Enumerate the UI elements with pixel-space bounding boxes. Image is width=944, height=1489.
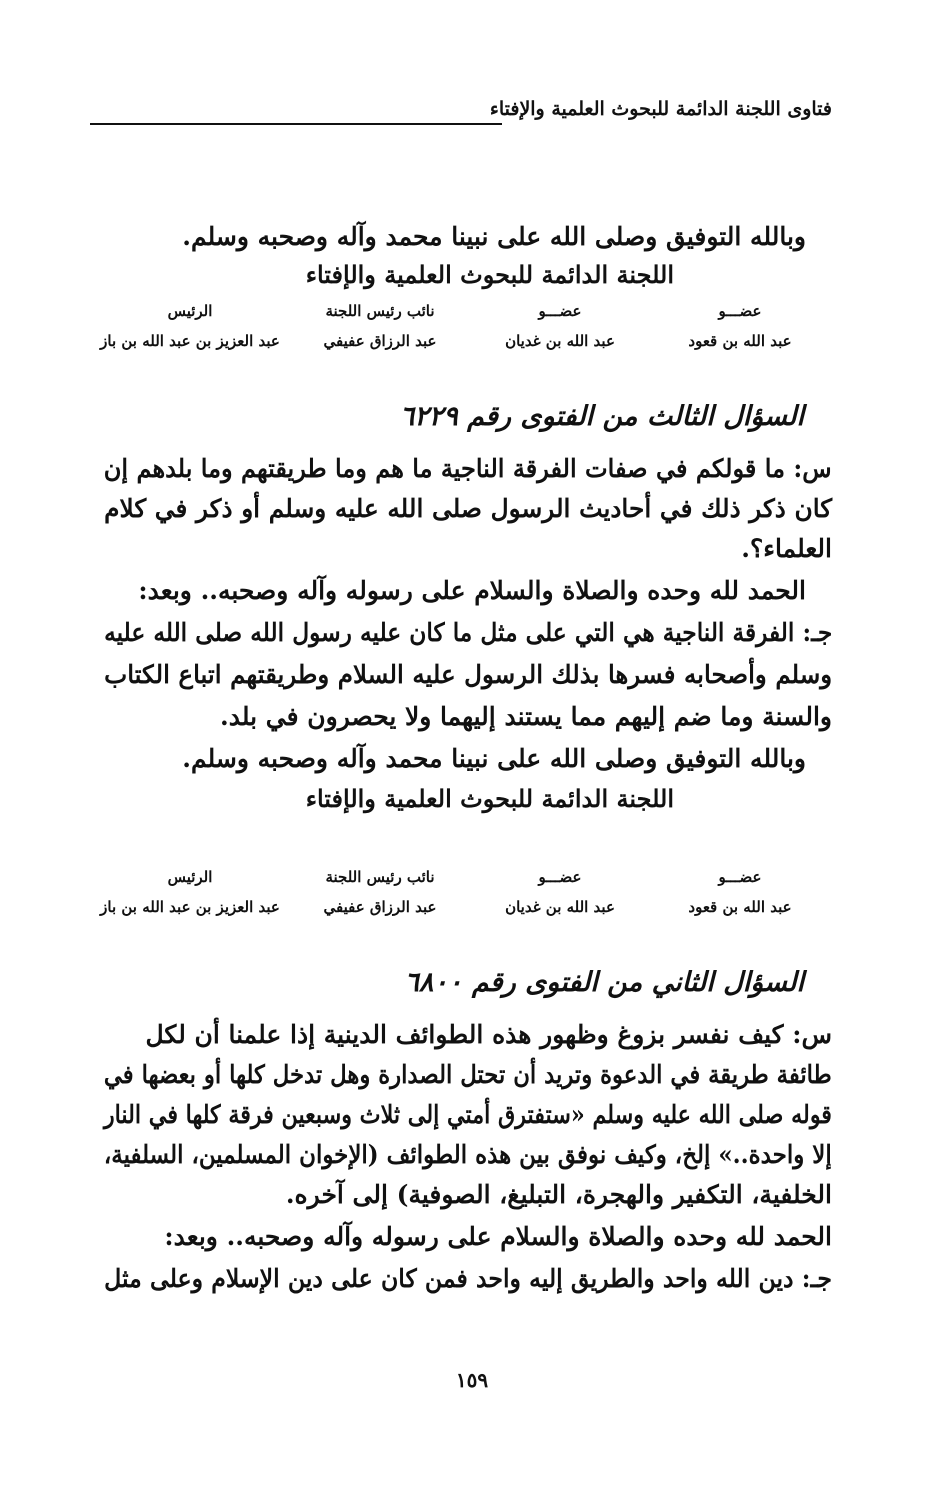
signature-member-1	[680, 866, 800, 918]
praise-line: الحمد لله وحده والصلاة والسلام على رسوله وآله وصحبه.. وبعد:	[164, 1222, 832, 1251]
signature-role: عضـــو	[538, 302, 582, 320]
signature-role: نائب رئيس اللجنة	[325, 302, 435, 320]
signature-member-2	[495, 866, 625, 918]
question-line: قوله صلى الله عليه وسلم «ستفترق أمتي إلى ثلاث وسبعين فرقة كلها في النار	[103, 1100, 832, 1129]
question-line: س: كيف نفسر بزوغ وظهور هذه الطوائف الدينية إذا علمنا أن لكل	[145, 1020, 832, 1049]
signature-name: عبد الله بن غديان	[505, 332, 615, 350]
question-heading: السؤال الثالث من الفتوى رقم ٦٢٢٩	[399, 401, 804, 432]
signature-name: عبد العزيز بن عبد الله بن باز	[100, 332, 280, 350]
signature-member-2	[495, 300, 625, 352]
header-rule	[90, 123, 502, 125]
signature-table	[90, 866, 810, 926]
question-line: الخلفية، التكفير والهجرة، التبليغ، الصوفية) إلى آخره.	[285, 1180, 832, 1209]
signature-chair	[90, 866, 290, 918]
signature-name: عبد الرزاق عفيفي	[323, 332, 437, 350]
signature-role: الرئيس	[167, 868, 213, 886]
question-line: كان ذكر ذلك في أحاديث الرسول صلى الله عليه وسلم أو ذكر في كلام	[104, 494, 832, 523]
signature-table	[90, 300, 810, 360]
signature-member-1	[680, 300, 800, 352]
committee-name: اللجنة الدائمة للبحوث العلمية والإفتاء	[305, 784, 674, 813]
running-header	[90, 98, 832, 128]
question-line: العلماء؟.	[741, 534, 832, 563]
signature-deputy	[315, 300, 445, 352]
signature-role: الرئيس	[167, 302, 213, 320]
answer-line: وسلم وأصحابه فسرها بذلك الرسول عليه السلام وطريقتهم اتباع الكتاب	[103, 660, 832, 689]
closing-line: وبالله التوفيق وصلى الله على نبينا محمد وآله وصحبه وسلم.	[182, 222, 806, 251]
answer-line: جـ: دين الله واحد والطريق إليه واحد فمن كان على دين الإسلام وعلى مثل	[104, 1264, 832, 1293]
running-header-title: فتاوى اللجنة الدائمة للبحوث العلمية والإفتاء	[489, 98, 832, 120]
signature-name: عبد الله بن قعود	[688, 332, 792, 350]
question-line: س: ما قولكم في صفات الفرقة الناجية ما هم وما طريقتهم وما بلدهم إن	[104, 454, 832, 483]
signature-role: نائب رئيس اللجنة	[325, 868, 435, 886]
answer-line: والسنة وما ضم إليهم مما يستند إليهما ولا يحصرون في بلد.	[220, 702, 832, 731]
closing-line: وبالله التوفيق وصلى الله على نبينا محمد وآله وصحبه وسلم.	[182, 744, 806, 773]
signature-role: عضـــو	[718, 302, 762, 320]
signature-name: عبد الله بن غديان	[505, 898, 615, 916]
question-heading: السؤال الثاني من الفتوى رقم ٦٨٠٠	[404, 967, 804, 998]
signature-role: عضـــو	[538, 868, 582, 886]
committee-name: اللجنة الدائمة للبحوث العلمية والإفتاء	[305, 260, 674, 289]
signature-name: عبد الله بن قعود	[688, 898, 792, 916]
signature-name: عبد الرزاق عفيفي	[323, 898, 437, 916]
question-line: إلا واحدة..» إلخ، وكيف نوفق بين هذه الطوائف (الإخوان المسلمين، السلفية،	[104, 1140, 832, 1169]
signature-chair	[90, 300, 290, 352]
signature-role: عضـــو	[718, 868, 762, 886]
signature-name: عبد العزيز بن عبد الله بن باز	[100, 898, 280, 916]
praise-line: الحمد لله وحده والصلاة والسلام على رسوله وآله وصحبه.. وبعد:	[138, 576, 806, 605]
answer-line: جـ: الفرقة الناجية هي التي على مثل ما كان عليه رسول الله صلى الله عليه	[103, 618, 832, 647]
signature-deputy	[315, 866, 445, 918]
question-line: طائفة طريقة في الدعوة وتريد أن تحتل الصدارة وهل تدخل كلها أو بعضها في	[104, 1060, 832, 1089]
page-number: ١٥٩	[455, 1368, 489, 1392]
